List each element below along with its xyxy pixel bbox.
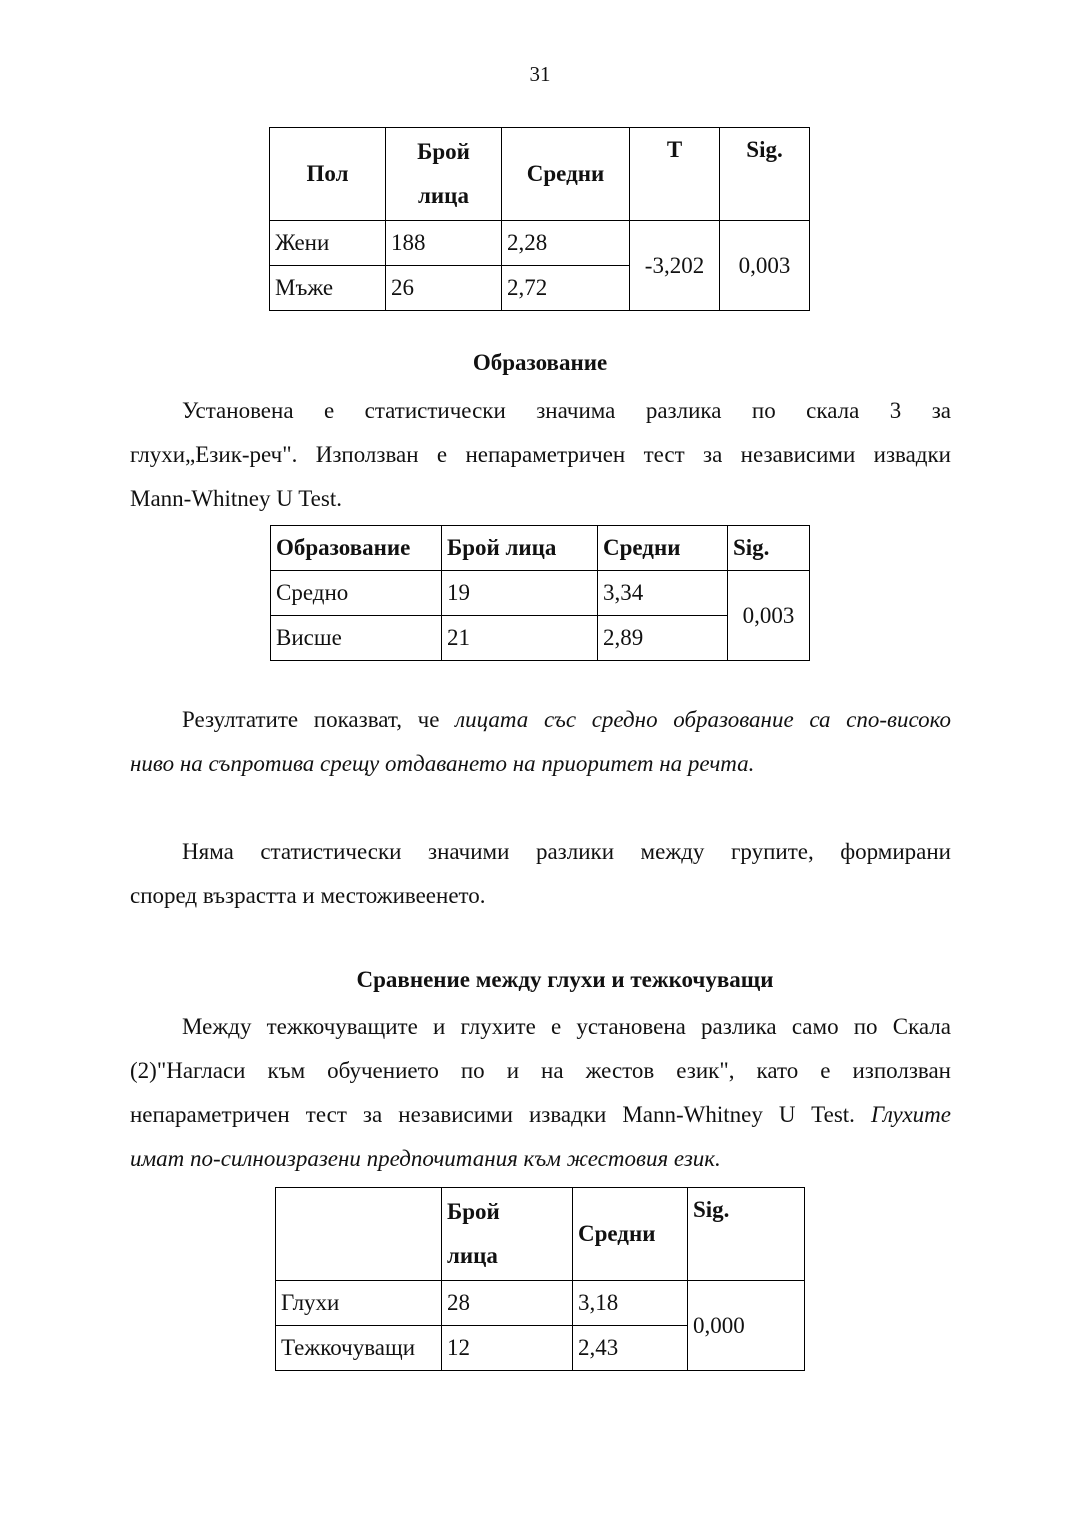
header-means: Средни bbox=[598, 526, 728, 571]
header-sig: Sig. bbox=[728, 526, 810, 571]
comparison-line3-normal: непараметричен тест за независими извадки Mann-Whitney U Test. bbox=[130, 1102, 871, 1127]
t-value: -3,202 bbox=[630, 221, 720, 311]
no-diff-line2: според възрастта и местоживеенето. bbox=[130, 883, 486, 908]
row-group: Тежкочуващи bbox=[276, 1326, 442, 1371]
education-para-line1: Установена е статистически значима разлика по скала 3 за bbox=[182, 398, 951, 423]
header-sig: Sig. bbox=[688, 1188, 805, 1281]
row-mean: 3,18 bbox=[573, 1281, 688, 1326]
no-diff-line1: Няма статистически значими разлики между групите, формирани bbox=[182, 839, 951, 864]
education-para-line2: глухи„Език-реч". Използван е непараметричен тест за независими извадки bbox=[130, 442, 951, 467]
education-table bbox=[270, 525, 810, 661]
row-count: 28 bbox=[442, 1281, 573, 1326]
header-means: Средни bbox=[573, 1188, 688, 1281]
row-count: 19 bbox=[442, 571, 598, 616]
row-mean: 2,72 bbox=[502, 266, 630, 311]
header-count-line2: лица bbox=[447, 1243, 498, 1268]
row-group: Глухи bbox=[276, 1281, 442, 1326]
row-group: Мъже bbox=[270, 266, 386, 311]
header-education: Образование bbox=[271, 526, 442, 571]
comparison-line4-italic: имат по-силноизразени предпочитания към жестовия език. bbox=[130, 1146, 721, 1171]
comparison-line3-italic: Глухите bbox=[870, 1102, 951, 1127]
header-count-line1: Брой bbox=[447, 1199, 500, 1224]
results-normal-prefix: Резултатите показват, че bbox=[182, 707, 456, 732]
row-count: 21 bbox=[442, 616, 598, 661]
row-mean: 2,28 bbox=[502, 221, 630, 266]
row-group: Висше bbox=[271, 616, 442, 661]
page-number: 31 bbox=[529, 62, 551, 86]
comparison-line3 bbox=[130, 1093, 951, 1137]
header-count bbox=[442, 1188, 573, 1281]
no-diff-paragraph bbox=[130, 830, 951, 918]
gender-table bbox=[269, 127, 810, 311]
comparison-line4 bbox=[130, 1137, 951, 1181]
header-blank bbox=[276, 1188, 442, 1281]
header-count-line2: лица bbox=[418, 183, 469, 208]
header-means: Средни bbox=[502, 128, 630, 221]
row-count: 12 bbox=[442, 1326, 573, 1371]
comparison-paragraph bbox=[130, 1005, 951, 1181]
comparison-line2: (2)"Нагласи към обучението по и на жестов език", като е използван bbox=[130, 1058, 951, 1083]
results-italic-1: лицата със средно образование са спо-високо bbox=[455, 707, 951, 732]
row-count: 26 bbox=[386, 266, 502, 311]
education-heading: Образование bbox=[472, 350, 608, 375]
header-sig: Sig. bbox=[720, 128, 810, 221]
sig-value: 0,003 bbox=[720, 221, 810, 311]
results-paragraph bbox=[130, 698, 951, 786]
comparison-line1: Между тежкочуващите и глухите е установена разлика само по Скала bbox=[182, 1014, 951, 1039]
header-count bbox=[386, 128, 502, 221]
results-line1 bbox=[130, 698, 951, 742]
header-count-line1: Брой bbox=[417, 139, 470, 164]
row-mean: 2,89 bbox=[598, 616, 728, 661]
comparison-table bbox=[275, 1187, 805, 1371]
education-para-line3: Mann-Whitney U Test. bbox=[130, 486, 342, 511]
comparison-heading: Сравнение между глухи и тежкочуващи bbox=[356, 967, 774, 992]
row-group: Средно bbox=[271, 571, 442, 616]
results-line2 bbox=[130, 742, 951, 786]
sig-value: 0,003 bbox=[728, 571, 810, 661]
row-group: Жени bbox=[270, 221, 386, 266]
table-row bbox=[271, 571, 810, 616]
row-count: 188 bbox=[386, 221, 502, 266]
header-gender: Пол bbox=[270, 128, 386, 221]
table-row bbox=[270, 221, 810, 266]
row-mean: 3,34 bbox=[598, 571, 728, 616]
header-count: Брой лица bbox=[442, 526, 598, 571]
education-paragraph bbox=[130, 389, 951, 521]
header-t: T bbox=[630, 128, 720, 221]
sig-value: 0,000 bbox=[688, 1281, 805, 1371]
table-row bbox=[276, 1281, 805, 1326]
results-italic-2: ниво на съпротива срещу отдаването на приоритет на речта. bbox=[130, 751, 755, 776]
row-mean: 2,43 bbox=[573, 1326, 688, 1371]
